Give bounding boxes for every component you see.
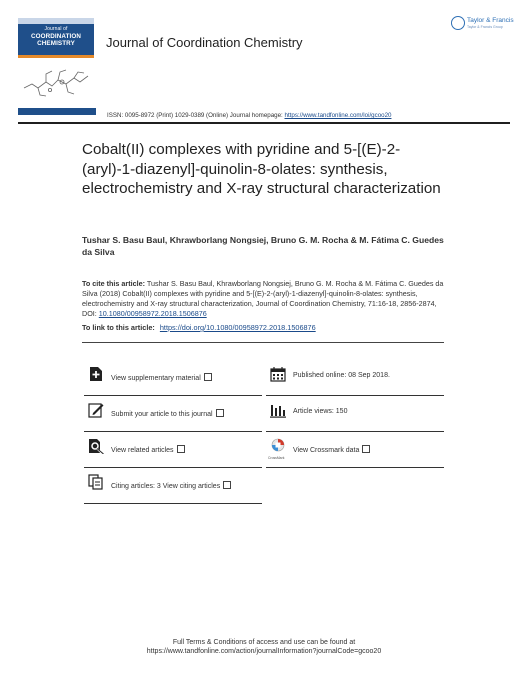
footer [0, 638, 528, 656]
external-link-icon [223, 481, 231, 489]
citation-block [82, 279, 447, 319]
publisher-logo[interactable] [451, 16, 514, 32]
crossmark-link[interactable] [266, 432, 444, 468]
header-divider [18, 122, 510, 124]
cover-line-2: COORDINATION [30, 33, 82, 40]
crossmark-badge-text: CrossMark [268, 456, 285, 460]
cell-divider [84, 503, 262, 504]
publisher-subtitle: Taylor & Francis Group [467, 25, 503, 29]
published-label: Published online: 08 Sep 2018. [293, 372, 390, 379]
pencil-icon [88, 402, 104, 418]
supplementary-material-link[interactable] [84, 360, 262, 396]
cite-doi-link[interactable]: 10.1080/00958972.2018.1506876 [98, 309, 207, 318]
article-title: Cobalt(II) complexes with pyridine and 5-[(E)-2-(aryl)-1-diazenyl]-quinolin-8-olates: synthesis, electrochemistry and X-ray structural characterization [82, 141, 441, 197]
citing-icon [88, 474, 104, 490]
publisher-name: Taylor & Francis [467, 17, 514, 24]
issn-text: ISSN: 0095-8972 (Print) 1029-0389 (Online) Journal homepage: [107, 112, 283, 119]
link-block [82, 323, 316, 332]
cite-text: Tushar S. Basu Baul, Khrawborlang Nongsiej, Bruno G. M. Rocha & M. Fátima C. Guedes da Silva (2018) Cobalt(II) complexes with pyridine and 5-[(E)-2-(aryl)-1-diazenyl]-quinolin-8-olates: synthesis, electrochemistry and X-ray structural characterization, Journal of Coordination Chemistry, 71:16-18, 2856-2874, DOI: [82, 279, 444, 318]
cover-line-1: Journal of [44, 26, 68, 32]
link-label: To link to this article: [82, 323, 155, 332]
related-articles-link[interactable] [84, 432, 262, 468]
journal-cover-thumbnail [18, 18, 94, 58]
external-link-icon [204, 373, 212, 381]
plus-icon [88, 366, 104, 382]
journal-title: Journal of Coordination Chemistry [106, 35, 303, 50]
article-views [266, 396, 444, 432]
crossmark-icon [270, 438, 286, 454]
bar-chart-icon [270, 402, 286, 418]
footer-terms-link[interactable]: https://www.tandfonline.com/action/journalInformation?journalCode=gcoo20 [146, 648, 382, 655]
supplementary-label: View supplementary material [111, 375, 201, 382]
cover-line-3: CHEMISTRY [37, 40, 75, 47]
journal-homepage-link[interactable]: https://www.tandfonline.com/loi/gcoo20 [284, 112, 392, 119]
crossmark-label: View Crossmark data [293, 447, 360, 454]
published-date [266, 360, 444, 396]
cover-color-bar [18, 108, 96, 115]
submit-article-link[interactable] [84, 396, 262, 432]
molecule-graphic [22, 68, 96, 98]
article-authors: Tushar S. Basu Baul, Khrawborlang Nongsiej, Bruno G. M. Rocha & M. Fátima C. Guedes da Silva [82, 235, 444, 257]
doi-link[interactable]: https://doi.org/10.1080/00958972.2018.1506876 [159, 323, 316, 332]
related-label: View related articles [111, 447, 174, 454]
article-info-divider [82, 342, 444, 343]
submit-label: Submit your article to this journal [111, 411, 213, 418]
cell-divider [266, 467, 444, 468]
cite-label: To cite this article: [82, 279, 145, 288]
external-link-icon [362, 445, 370, 453]
calendar-icon [270, 366, 286, 382]
external-link-icon [216, 409, 224, 417]
citing-articles-link[interactable] [84, 468, 262, 504]
views-label: Article views: 150 [293, 408, 348, 415]
issn-line [107, 112, 391, 119]
citing-label: Citing articles: 3 View citing articles [111, 483, 221, 490]
footer-line-1: Full Terms & Conditions of access and use can be found at [172, 639, 356, 646]
related-search-icon [88, 438, 104, 454]
external-link-icon [177, 445, 185, 453]
publisher-logo-icon [451, 16, 465, 30]
